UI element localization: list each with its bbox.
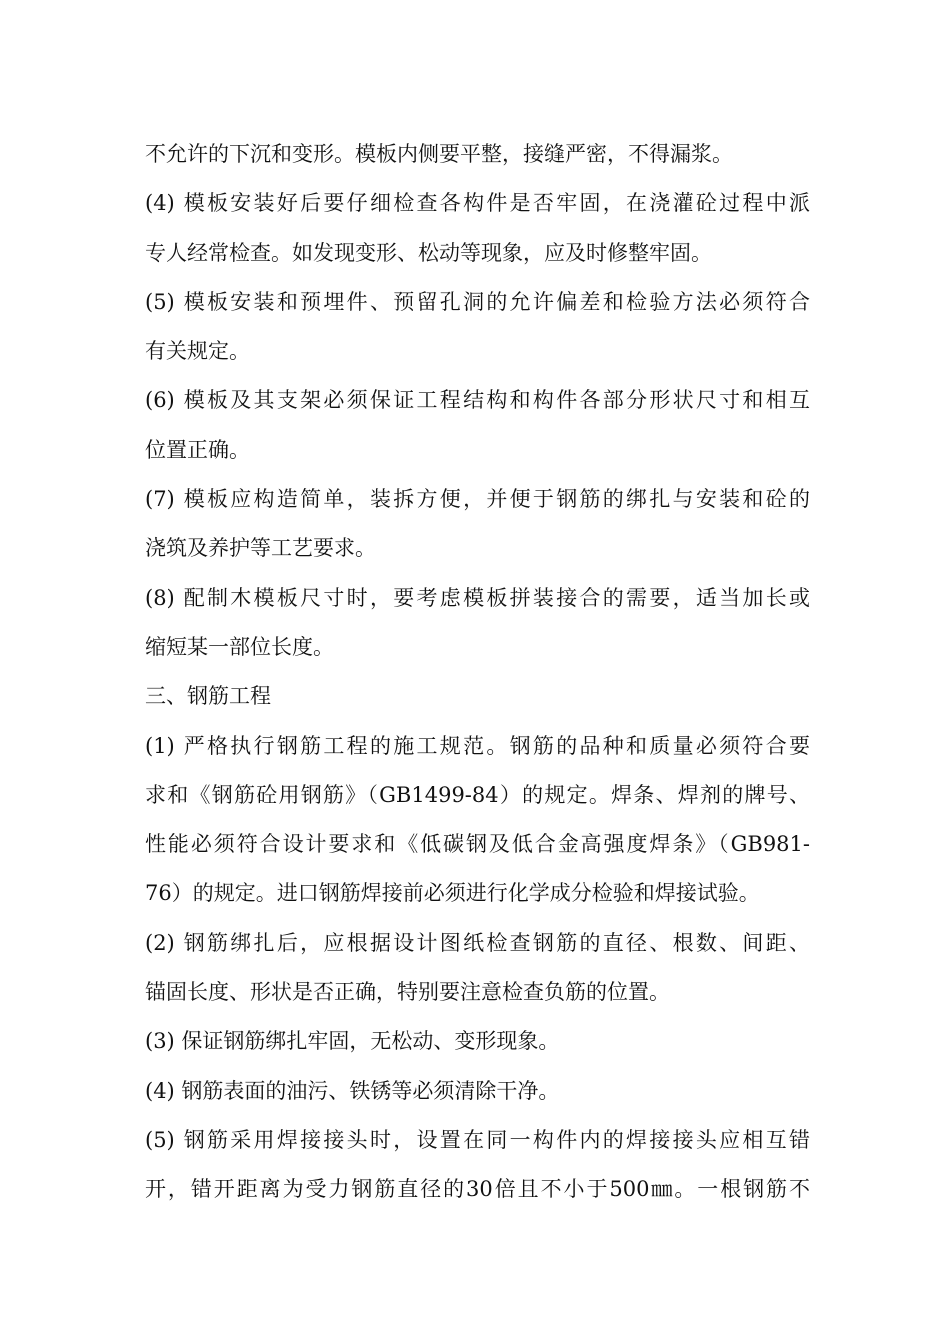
text-line: (7) 模板应构造简单，装拆方便，并便于钢筋的绑扎与安装和砼的: [145, 487, 810, 512]
text-line: 不允许的下沉和变形。模板内侧要平整，接缝严密，不得漏浆。: [145, 142, 733, 166]
text-line: 开，错开距离为受力钢筋直径的30倍且不小于500㎜。一根钢筋不: [145, 1177, 810, 1202]
text-line: (1) 严格执行钢筋工程的施工规范。钢筋的品种和质量必须符合要: [145, 733, 810, 758]
text-line: (5) 模板安装和预埋件、预留孔洞的允许偏差和检验方法必须符合: [145, 289, 810, 314]
text-line: (4) 钢筋表面的油污、铁锈等必须清除干净。: [145, 1078, 560, 1103]
text-line: 位置正确。: [145, 437, 250, 462]
section-heading: 三、钢筋工程: [145, 684, 271, 709]
text-line: 性能必须符合设计要求和《低碳钢及低合金高强度焊条》（GB981-: [145, 832, 810, 857]
text-line: 76）的规定。进口钢筋焊接前必须进行化学成分检验和焊接试验。: [145, 881, 760, 906]
text-line: 缩短某一部位长度。: [145, 634, 334, 659]
text-line: (3) 保证钢筋绑扎牢固，无松动、变形现象。: [145, 1029, 560, 1054]
text-line: 锚固长度、形状是否正确，特别要注意检查负筋的位置。: [145, 980, 670, 1005]
text-line: 求和《钢筋砼用钢筋》（GB1499-84）的规定。焊条、焊剂的牌号、: [145, 782, 810, 807]
text-line: 有关规定。: [145, 339, 250, 364]
document-body: [145, 130, 810, 1215]
text-line: 浇筑及养护等工艺要求。: [145, 536, 376, 561]
text-line: (5) 钢筋采用焊接接头时，设置在同一构件内的焊接接头应相互错: [145, 1127, 810, 1152]
text-line: (2) 钢筋绑扎后，应根据设计图纸检查钢筋的直径、根数、间距、: [145, 930, 810, 955]
text-line: 专人经常检查。如发现变形、松动等现象，应及时修整牢固。: [145, 240, 712, 265]
text-line: (4) 模板安装好后要仔细检查各构件是否牢固，在浇灌砼过程中派: [145, 191, 810, 216]
text-line: (6) 模板及其支架必须保证工程结构和构件各部分形状尺寸和相互: [145, 388, 810, 413]
text-line: (8) 配制木模板尺寸时，要考虑模板拼装接合的需要，适当加长或: [145, 585, 810, 610]
